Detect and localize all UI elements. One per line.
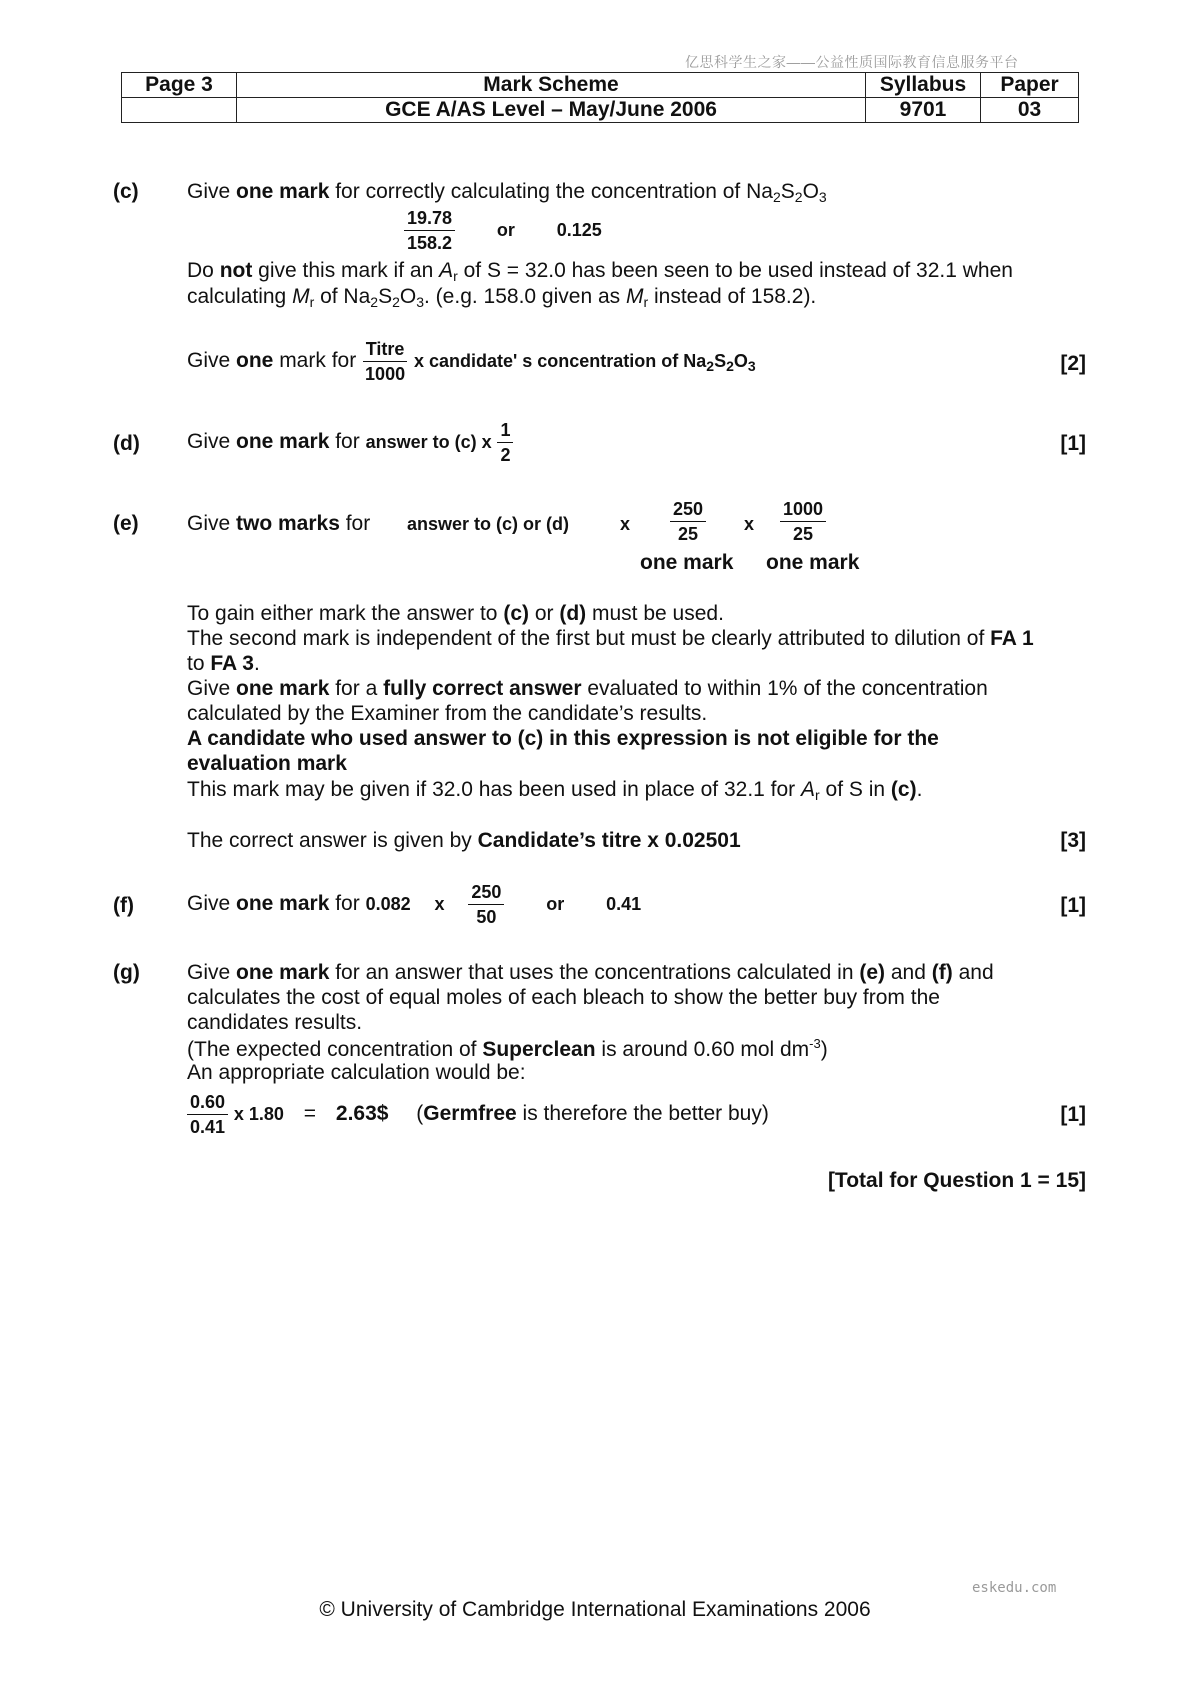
question-total: [Total for Question 1 = 15] <box>827 1169 1086 1192</box>
page-title: Mark Scheme <box>237 73 866 98</box>
part-e-p4: Give one mark for a fully correct answer evaluated to within 1% of the concentration <box>187 677 988 700</box>
part-d-label: (d) <box>113 432 140 455</box>
fraction-250-over-50: $\frac{250}{50}$ <box>468 880 504 929</box>
part-e-x1: x <box>620 514 631 534</box>
part-e-marks: [3] <box>1060 829 1086 852</box>
fraction-0-60-over-0-41: $\frac{0.60}{0.41}$ <box>187 1090 228 1139</box>
part-d-line: Give one mark for answer to (c) x $\frac{1}{2}$ <box>187 418 513 467</box>
part-g-l3: candidates results. <box>187 1011 363 1034</box>
part-e-label: (e) <box>113 512 139 535</box>
part-c-marks: [2] <box>1060 352 1086 375</box>
part-e-p6: A candidate who used answer to (c) in this expression is not eligible for the <box>187 727 939 750</box>
paper-label: Paper <box>981 73 1079 98</box>
part-e-x2: x <box>744 514 755 534</box>
part-f-label: (f) <box>113 894 134 917</box>
part-c-label: (c) <box>113 180 139 203</box>
part-e-mark1: one mark <box>640 551 734 574</box>
part-d-marks: [1] <box>1060 432 1086 455</box>
part-g-l1: Give one mark for an answer that uses the concentrations calculated in (e) and (f) and <box>187 961 994 984</box>
watermark-top: 亿思科学生之家——公益性质国际教育信息服务平台 <box>685 54 1019 70</box>
watermark-bottom: eskedu.com <box>972 1580 1057 1596</box>
header-table <box>121 72 1079 123</box>
part-e-p1: To gain either mark the answer to (c) or (d) must be used. <box>187 602 724 625</box>
part-g-l5: An appropriate calculation would be: <box>187 1061 526 1084</box>
part-c-give2: Give one mark for $\frac{\text{Titre}}{1000}$ x candidate' s concentration of $Na_2S_2O_3$ <box>187 339 756 384</box>
part-f-marks: [1] <box>1060 894 1086 917</box>
part-g-calc: $\frac{0.60}{0.41}$ x 1.80 = 2.63$ (Germfree is therefore the better buy) <box>187 1090 769 1139</box>
part-e-frac1 <box>670 497 706 546</box>
fraction-titre-over-1000: $\frac{\text{Titre}}{1000}$ <box>362 337 408 386</box>
part-f-line: Give one mark for 0.082 x $\frac{250}{50}$ or 0.41 <box>187 882 642 927</box>
part-e-p2: The second mark is independent of the first but must be clearly attributed to dilution of FA 1 <box>187 627 1034 650</box>
part-e-mark2: one mark <box>766 551 860 574</box>
fraction-1000-over-25: $\frac{1000}{25}$ <box>780 497 826 546</box>
part-g-label: (g) <box>113 961 140 984</box>
part-g-l4: (The expected concentration of Superclean is around 0.60 mol $dm^{-3}$) <box>187 1036 828 1061</box>
fraction-19-78-over-158-2: $\frac{19.78}{158.2}$ <box>404 206 455 255</box>
paper-code: 03 <box>981 98 1079 123</box>
part-c-note1: Do not give this mark if an $A_r$ of S = 32.0 has been seen to be used instead of 32.1 when <box>187 259 1013 284</box>
part-c-calc: $\frac{19.78}{158.2}$ or 0.125 <box>404 206 602 255</box>
part-e-p7: evaluation mark <box>187 752 347 775</box>
part-e-correct: The correct answer is given by Candidate’s titre x 0.02501 <box>187 829 741 852</box>
part-c-line1: Give one mark for correctly calculating the concentration of $Na_2S_2O_3$ <box>187 180 827 205</box>
syllabus-label: Syllabus <box>866 73 981 98</box>
part-e-p8: This mark may be given if 32.0 has been used in place of 32.1 for $A_r$ of S in (c). <box>187 778 923 803</box>
footer-copyright: © University of Cambridge International Examinations 2006 <box>319 1598 871 1621</box>
part-g-l2: calculates the cost of equal moles of each bleach to show the better buy from the <box>187 986 940 1009</box>
part-e-p3: to FA 3. <box>187 652 260 675</box>
part-e-intro: Give two marks for <box>187 512 371 535</box>
page-number: Page 3 <box>122 73 237 98</box>
part-e-expr: answer to (c) or (d) <box>407 514 570 534</box>
fraction-1-over-2: $\frac{1}{2}$ <box>497 418 513 467</box>
part-e-p5: calculated by the Examiner from the candidate’s results. <box>187 702 708 725</box>
fraction-250-over-25: $\frac{250}{25}$ <box>670 497 706 546</box>
header-empty-cell <box>122 98 237 123</box>
part-e-frac2 <box>780 497 826 546</box>
page-subtitle: GCE A/AS Level – May/June 2006 <box>237 98 866 123</box>
syllabus-code: 9701 <box>866 98 981 123</box>
part-c-note2: calculating $M_r$ of $Na_2S_2O_3$. (e.g. 158.0 given as $M_r$ instead of 158.2). <box>187 285 817 310</box>
part-g-marks: [1] <box>1060 1103 1086 1126</box>
